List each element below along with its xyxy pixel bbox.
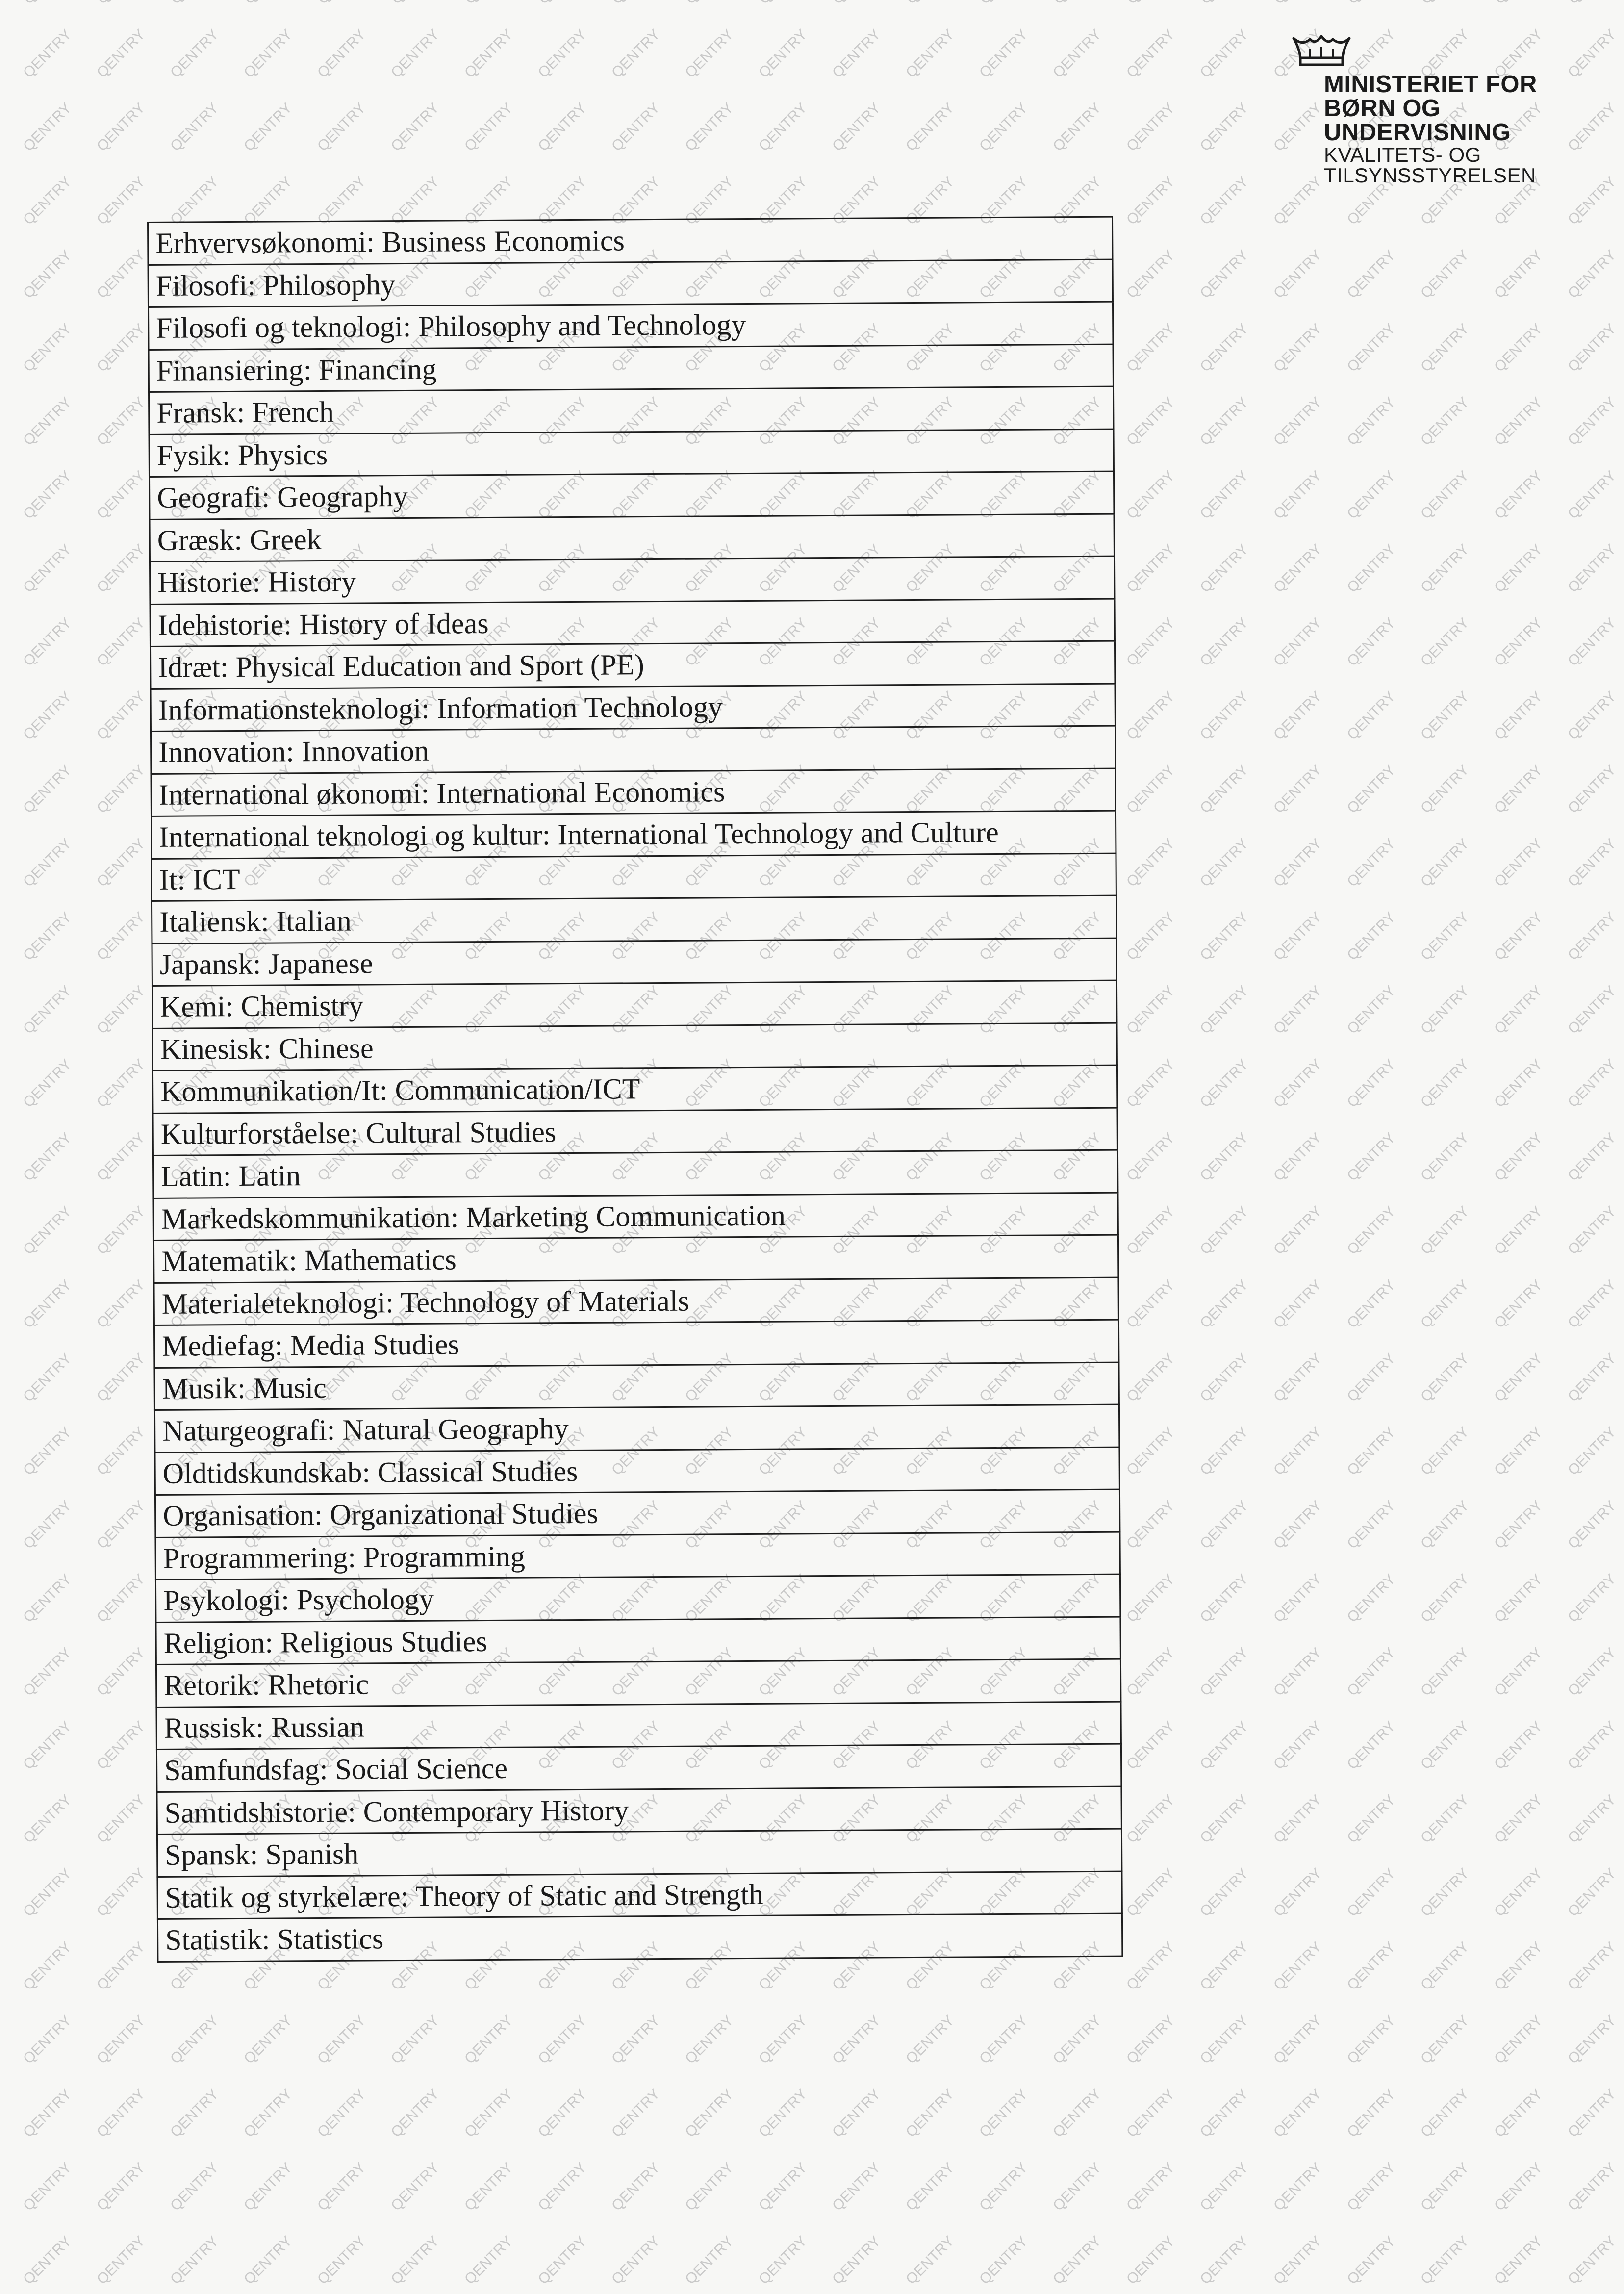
table-row xyxy=(149,429,1114,477)
subject-cell: Markedskommunikation: Marketing Communication xyxy=(153,1193,1118,1241)
subject-cell: Materialeteknologi: Technology of Materials xyxy=(154,1277,1118,1325)
table-row xyxy=(155,1532,1120,1580)
table-row xyxy=(150,514,1114,562)
subject-cell: Samtidshistorie: Contemporary History xyxy=(157,1786,1121,1835)
table-row xyxy=(155,1489,1119,1537)
subject-cell: Historie: History xyxy=(150,556,1114,604)
ministry-name: MINISTERIET FOR BØRN OG UNDERVISNING xyxy=(1324,71,1537,146)
table-row xyxy=(157,1786,1121,1835)
table-row xyxy=(149,344,1113,392)
subject-cell: International økonomi: International Economics xyxy=(151,768,1116,816)
subject-cell: Innovation: Innovation xyxy=(151,726,1115,774)
table-row xyxy=(151,768,1116,816)
table-row xyxy=(152,980,1116,1028)
subject-cell: Japansk: Japanese xyxy=(152,938,1116,986)
table-row xyxy=(155,1574,1120,1622)
table-row xyxy=(152,938,1116,986)
subject-cell: Organisation: Organizational Studies xyxy=(155,1489,1119,1537)
table-row xyxy=(155,1447,1119,1495)
subject-cell: Mediefag: Media Studies xyxy=(154,1320,1118,1368)
table-row xyxy=(152,895,1116,943)
table-row xyxy=(149,471,1114,519)
subject-cell: Oldtidskundskab: Classical Studies xyxy=(155,1447,1119,1495)
table-row xyxy=(156,1744,1121,1792)
table-row xyxy=(148,259,1113,307)
table-row xyxy=(149,386,1114,434)
table-row xyxy=(154,1404,1119,1453)
subject-cell: Kulturforståelse: Cultural Studies xyxy=(153,1108,1117,1156)
subject-cell: Italiensk: Italian xyxy=(152,895,1116,943)
table-row xyxy=(156,1659,1120,1707)
subject-cell: It: ICT xyxy=(152,853,1116,901)
table-row xyxy=(153,1108,1117,1156)
table-row xyxy=(156,1702,1121,1750)
table-row xyxy=(154,1277,1118,1325)
subject-cell: Statik og styrkelære: Theory of Static and Strength xyxy=(157,1871,1122,1919)
subject-cell: Idehistorie: History of Ideas xyxy=(150,599,1115,647)
table-row xyxy=(154,1362,1119,1410)
subject-cell: Geografi: Geography xyxy=(149,471,1114,519)
table-row xyxy=(151,811,1116,859)
table-row xyxy=(151,726,1115,774)
subject-cell: Programmering: Programming xyxy=(155,1532,1120,1580)
subject-cell: Spansk: Spanish xyxy=(157,1829,1121,1877)
table-row xyxy=(150,599,1115,647)
subject-cell: Musik: Music xyxy=(154,1362,1119,1410)
table-row xyxy=(156,1617,1120,1665)
table-row xyxy=(150,556,1114,604)
subject-cell: Retorik: Rhetoric xyxy=(156,1659,1120,1707)
table-row xyxy=(152,1023,1117,1071)
subject-cell: Græsk: Greek xyxy=(150,514,1114,562)
table-row xyxy=(157,1913,1122,1962)
table-row xyxy=(150,641,1115,689)
table-row xyxy=(153,1193,1118,1241)
subject-cell: Filosofi og teknologi: Philosophy and Technology xyxy=(149,302,1113,350)
ministry-logo xyxy=(1324,29,1559,186)
crown-icon xyxy=(1290,29,1353,69)
subject-translation-table xyxy=(147,216,1123,1963)
table-row xyxy=(153,1235,1118,1283)
subject-cell: International teknologi og kultur: International Technology and Culture xyxy=(151,811,1116,859)
table-row xyxy=(152,853,1116,901)
subject-cell: Religion: Religious Studies xyxy=(156,1617,1120,1665)
subject-cell: Russisk: Russian xyxy=(156,1702,1121,1750)
subject-cell: Kinesisk: Chinese xyxy=(152,1023,1117,1071)
subject-cell: Kemi: Chemistry xyxy=(152,980,1116,1028)
subject-cell: Kommunikation/It: Communication/ICT xyxy=(152,1065,1117,1113)
table-row xyxy=(157,1829,1121,1877)
subject-cell: Naturgeografi: Natural Geography xyxy=(154,1404,1119,1453)
table-row xyxy=(151,684,1115,732)
subject-cell: Fransk: French xyxy=(149,386,1114,434)
table-row xyxy=(149,302,1113,350)
table-row xyxy=(152,1065,1117,1113)
subject-cell: Fysik: Physics xyxy=(149,429,1114,477)
subject-cell: Finansiering: Financing xyxy=(149,344,1113,392)
table-row xyxy=(157,1871,1122,1919)
subject-cell: Erhvervsøkonomi: Business Economics xyxy=(148,217,1113,265)
table-row xyxy=(148,217,1113,265)
subject-cell: Filosofi: Philosophy xyxy=(148,259,1113,307)
table-row xyxy=(153,1150,1117,1198)
subject-cell: Statistik: Statistics xyxy=(157,1913,1122,1962)
table-row xyxy=(154,1320,1118,1368)
subject-cell: Informationsteknologi: Information Technology xyxy=(151,684,1115,732)
subject-cell: Psykologi: Psychology xyxy=(155,1574,1120,1622)
agency-name: KVALITETS- OG TILSYNSSTYRELSEN xyxy=(1324,143,1536,187)
subject-cell: Latin: Latin xyxy=(153,1150,1117,1198)
subject-cell: Samfundsfag: Social Science xyxy=(156,1744,1121,1792)
subject-cell: Idræt: Physical Education and Sport (PE) xyxy=(150,641,1115,689)
subject-cell: Matematik: Mathematics xyxy=(153,1235,1118,1283)
